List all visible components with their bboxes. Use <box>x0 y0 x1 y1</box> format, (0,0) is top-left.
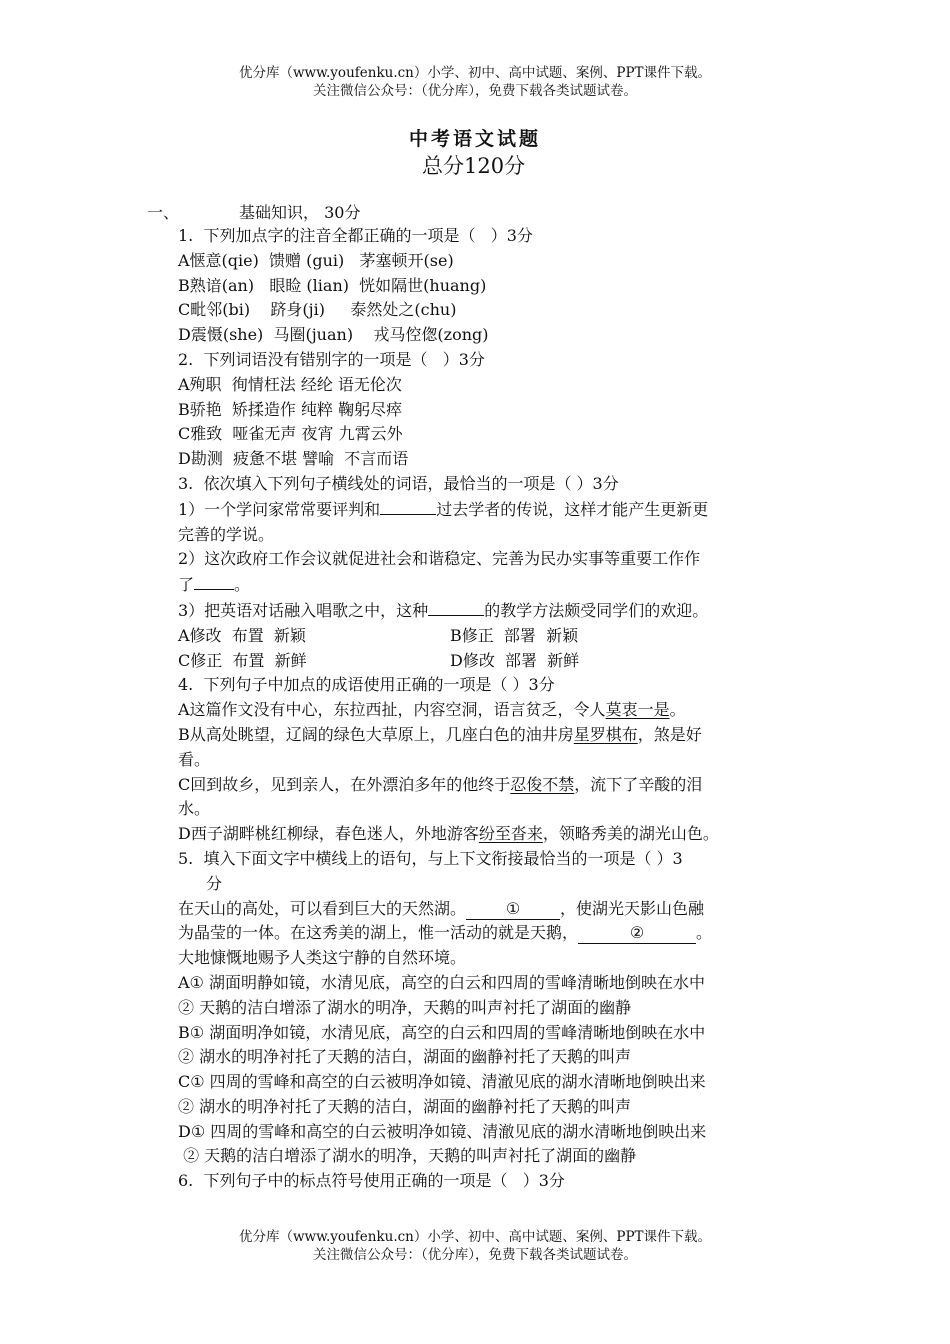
q3-s1-text: 1）一个学问家常常要评判和 <box>178 499 381 519</box>
q4-a-text: A这篇作文没有中心，东拉西扯，内容空洞，语言贫乏，令人 <box>178 700 606 720</box>
q3-option-c: C修正 布置 新鲜 <box>178 650 307 670</box>
q4-d-text: D西子湖畔桃红柳绿，春色迷人，外地游客 <box>178 824 479 844</box>
header-line-1: 优分库（www.youfenku.cn）小学、初中、高中试题、案例、PPT课件下载。 <box>238 65 712 81</box>
q2-option-b: B骄艳 矫揉造作 纯粹 鞠躬尽瘁 <box>178 399 403 419</box>
q4-stem: 4. 下列句子中加点的成语使用正确的一项是（ ）3分 <box>178 675 555 695</box>
section-title: 基础知识， 30分 <box>239 203 361 222</box>
q1-option-d: D震慑(she) 马圈(juan) 戎马倥偬(zong) <box>178 325 489 345</box>
q5-stem-cont: 分 <box>206 873 223 893</box>
q3-options-cd <box>178 649 818 674</box>
q5-option-b-1: B① 湖面明净如镜，水清见底，高空的白云和四周的雪峰清晰地倒映在水中 <box>178 1022 706 1042</box>
q4-option-a <box>178 698 818 723</box>
fill-blank <box>380 497 436 515</box>
fill-blank <box>194 572 234 590</box>
q2-stem: 2. 下列词语没有错别字的一项是（ ）3分 <box>178 349 485 369</box>
q5-passage-2 <box>178 921 818 946</box>
q5-p1-text-end: ，使湖光天影山色融 <box>560 898 705 918</box>
q4-a-idiom: 莫衷一是 <box>605 700 670 720</box>
section-heading <box>147 200 360 223</box>
q4-b-text-end: ，煞是好 <box>637 724 702 744</box>
q4-b-text: B从高处眺望，辽阔的绿色大草原上，几座白色的油井房 <box>178 724 574 744</box>
q3-sentence-1 <box>178 497 818 523</box>
q5-stem: 5. 填入下面文字中横线上的语句，与上下文衔接最恰当的一项是（ ）3 <box>178 848 683 868</box>
q3-s3-text: 3）把英语对话融入唱歌之中，这种 <box>178 600 429 620</box>
q3-sentence-2-cont <box>178 572 818 598</box>
q1-option-c: C毗邻(bi) 跻身(ji) 泰然处之(chu) <box>178 300 457 320</box>
q4-option-b <box>178 723 818 748</box>
fill-blank <box>428 598 484 616</box>
footer-line-1: 优分库（www.youfenku.cn）小学、初中、高中试题、案例、PPT课件下载。 <box>238 1229 712 1245</box>
q5-option-c-1: C① 四周的雪峰和高空的白云被明净如镜、清澈见底的湖水清晰地倒映出来 <box>178 1072 706 1092</box>
page-footer <box>0 1228 950 1264</box>
q5-passage-1 <box>178 897 818 922</box>
total-score: 总分120分 <box>422 154 526 178</box>
q4-option-d <box>178 822 818 847</box>
q3-options-ab <box>178 624 818 649</box>
q5-p1-text: 在天山的高处，可以看到巨大的天然湖。 <box>178 898 467 918</box>
q5-option-d-1: D① 四周的雪峰和高空的白云被明净如镜、清澈见底的湖水清晰地倒映出来 <box>178 1121 707 1141</box>
q4-c-text-end: ，流下了辛酸的泪 <box>574 774 703 794</box>
q3-option-b: B修正 部署 新颖 <box>450 625 579 645</box>
q2-option-d: D勘测 疲惫不堪 譬喻 不言而语 <box>178 449 409 469</box>
q5-option-a-1: A① 湖面明静如镜，水清见底，高空的白云和四周的雪峰清晰地倒映在水中 <box>178 972 705 992</box>
q3-sentence-2: 2）这次政府工作会议就促进社会和谐稳定、完善为民办实事等重要工作作 <box>178 549 701 569</box>
q5-p2-text-end: 。 <box>696 923 713 943</box>
header-line-2: 关注微信公众号：（优分库），免费下载各类试题试卷。 <box>313 83 637 99</box>
q5-blank-1: ① <box>466 899 560 920</box>
q1-stem: 1. 下列加点字的注音全都正确的一项是（ ）3分 <box>178 226 533 245</box>
q5-passage-3: 大地慷慨地赐予人类这宁静的自然环境。 <box>178 948 467 968</box>
q1-option-a: A惬意(qie) 馈赠 (gui) 茅塞顿开(se) <box>178 250 454 270</box>
exam-body <box>178 224 818 1194</box>
q2-option-a: A殉职 徇情枉法 经纶 语无伦次 <box>178 374 402 394</box>
q4-option-c-cont: 水。 <box>178 799 211 819</box>
q4-b-idiom: 星罗棋布 <box>573 724 638 744</box>
q4-option-b-cont: 看。 <box>178 749 211 769</box>
q4-option-c <box>178 773 818 798</box>
q3-stem: 3. 依次填入下列句子横线处的词语，最恰当的一项是（ ）3分 <box>178 473 619 493</box>
q5-option-d-2: ② 天鹅的洁白增添了湖水的明净，天鹅的叫声衬托了湖面的幽静 <box>178 1146 637 1166</box>
q5-option-c-2: ② 湖水的明净衬托了天鹅的洁白，湖面的幽静衬托了天鹅的叫声 <box>178 1096 632 1116</box>
q4-c-idiom: 忍俊不禁 <box>510 774 575 794</box>
q1-option-b: B熟谙(an) 眼睑 (lian) 恍如隔世(huang) <box>178 275 487 295</box>
q3-sentence-3 <box>178 598 818 624</box>
q2-option-c: C雅致 哑雀无声 夜宵 九霄云外 <box>178 424 403 444</box>
q5-p2-text: 为晶莹的一体。在这秀美的湖上，惟一活动的就是天鹅， <box>178 923 579 943</box>
q4-d-idiom: 纷至沓来 <box>478 824 543 844</box>
q5-option-b-2: ② 湖水的明净衬托了天鹅的洁白，湖面的幽静衬托了天鹅的叫声 <box>178 1047 632 1067</box>
page-header <box>0 64 950 100</box>
exam-title: 中考语文试题 <box>408 128 541 150</box>
q3-option-d: D修改 部署 新鲜 <box>450 650 580 670</box>
q4-c-text: C回到故乡，见到亲人，在外漂泊多年的他终于 <box>178 774 511 794</box>
q3-sentence-1-cont: 完善的学说。 <box>178 524 275 544</box>
section-number: 一、 <box>147 203 180 222</box>
q4-a-text-end: 。 <box>669 700 686 720</box>
q5-blank-2: ② <box>578 923 696 944</box>
q3-s2-text: 了 <box>178 575 195 595</box>
q6-stem: 6. 下列句子中的标点符号使用正确的一项是（ ）3分 <box>178 1171 565 1191</box>
q3-s2-text-end: 。 <box>234 575 251 595</box>
q4-d-text-end: ，领略秀美的湖光山色。 <box>542 824 719 844</box>
footer-line-2: 关注微信公众号：（优分库），免费下载各类试题试卷。 <box>313 1247 637 1263</box>
q3-s1-text-end: 过去学者的传说，这样才能产生更新更 <box>436 499 709 519</box>
q3-option-a: A修改 布置 新颖 <box>178 625 306 645</box>
q3-s3-text-end: 的教学方法颇受同学们的欢迎。 <box>484 600 709 620</box>
q5-option-a-2: ② 天鹅的洁白增添了湖水的明净，天鹅的叫声衬托了湖面的幽静 <box>178 997 632 1017</box>
